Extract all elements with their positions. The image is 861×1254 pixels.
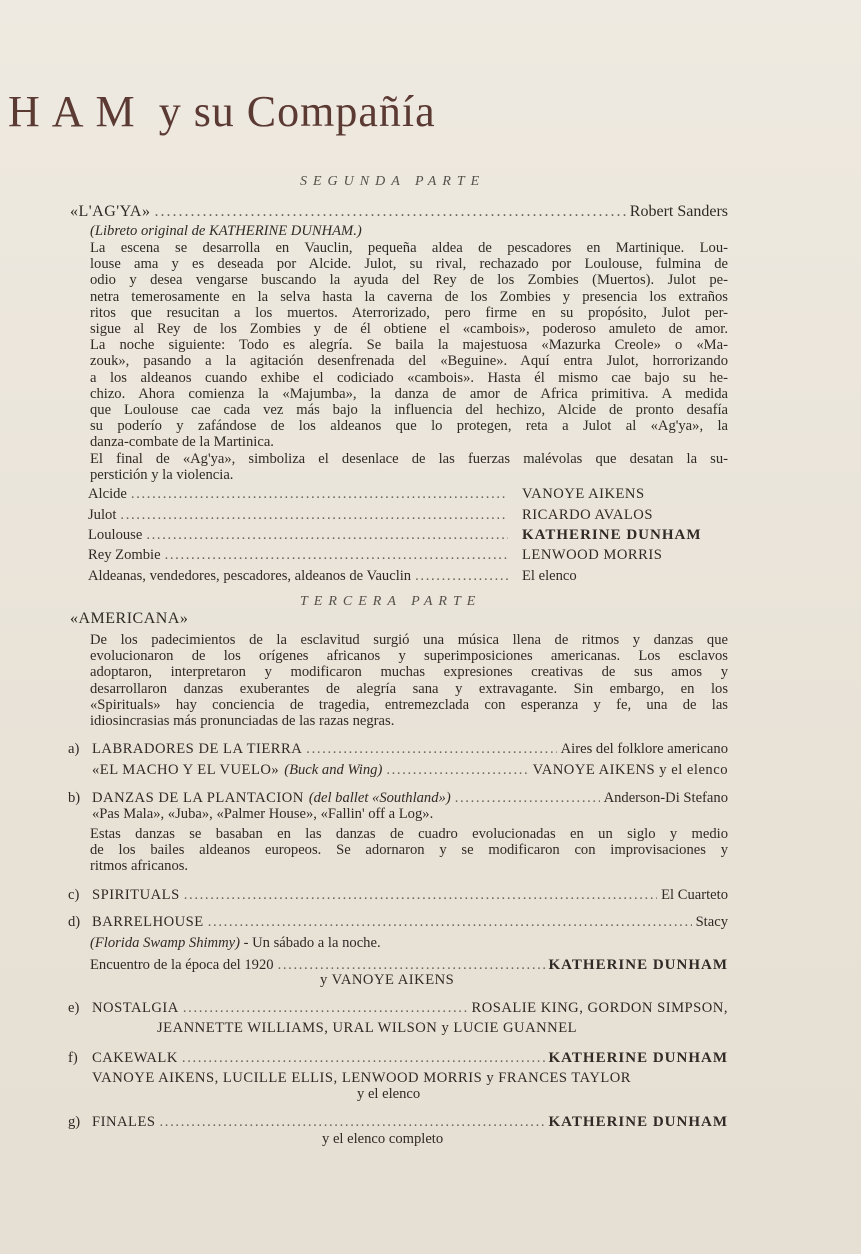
leader-dots — [184, 887, 657, 904]
item-d-row — [68, 914, 728, 931]
americana-title: «AMERICANA» — [70, 610, 189, 627]
desc-line: de los bailes aldeanos europeos. Se adornaron y se modificaron con improvisaciones y — [90, 842, 728, 859]
item-e-credit2: JEANNETTE WILLIAMS, URAL WILSON y LUCIE GUANNEL — [157, 1020, 578, 1036]
item-c-row — [68, 887, 728, 904]
final-line: El final de «Ag'ya», simboliza el desenlace de las fuerzas malévolas que desatan la su- — [90, 450, 728, 467]
leader-dots — [154, 203, 625, 221]
desc-line: ritmos africanos. — [90, 858, 189, 875]
item-sub-credit: VANOYE AIKENS y el elenco — [532, 762, 728, 778]
cast-row — [88, 486, 728, 503]
intro-line: adoptaron, interpretaron y modificaron muchas expresiones creativas de sus amos y — [90, 664, 728, 681]
cast-actor: LENWOOD MORRIS — [522, 547, 663, 563]
item-a-row — [68, 741, 728, 758]
synopsis-line: chizo. Ahora comienza la «Majumba», la danza de amor de Africa primitiva. A medida — [90, 385, 728, 402]
cast-row — [88, 507, 728, 524]
synopsis-line: netra temerosamente en la selva hasta la caverna de los Zombies y presencia los extraños — [90, 288, 728, 305]
item-credit: KATHERINE DUNHAM — [548, 1050, 728, 1066]
agya-title-row — [70, 203, 728, 221]
item-credit: Anderson-Di Stefano — [603, 790, 728, 806]
item-label: b) — [68, 790, 81, 806]
cast-row — [88, 527, 728, 544]
agya-synopsis — [90, 240, 728, 483]
item-name: SPIRITUALS — [92, 887, 180, 903]
item-credit: El Cuarteto — [661, 887, 728, 903]
page-title — [8, 86, 436, 137]
leader-dots — [146, 527, 508, 544]
item-credit: Aires del folklore americano — [560, 741, 728, 757]
americana-intro — [90, 632, 728, 729]
cast-actor: KATHERINE DUNHAM — [522, 527, 702, 543]
item-name: BARRELHOUSE — [92, 914, 204, 930]
leader-dots — [183, 1000, 468, 1017]
synopsis-line: ritos que resucitan a los muertos. Aterrorizado, pero firme en su propósito, Julot per- — [90, 304, 728, 321]
item-name: LABRADORES DE LA TIERRA — [92, 741, 303, 757]
item-name: NOSTALGIA — [92, 1000, 179, 1016]
cast-row — [88, 568, 728, 585]
leader-dots — [165, 547, 508, 564]
intro-line: «Spirituals» hay conciencia de tragedia, entremezclada con esperanza y fe, una de las — [90, 696, 728, 713]
leader-dots — [306, 741, 556, 758]
item-name: CAKEWALK — [92, 1050, 178, 1066]
item-label: e) — [68, 1000, 80, 1016]
final-line: perstición y la violencia. — [90, 466, 234, 483]
synopsis-line: La escena se desarrolla en Vauclin, pequeña aldea de pescadores en Martinique. Lou- — [90, 240, 728, 256]
item-d-note — [90, 935, 381, 952]
item-b-dances: «Pas Mala», «Juba», «Palmer House», «Fallin' off a Log». — [92, 806, 434, 822]
item-label: f) — [68, 1050, 78, 1066]
intro-line: De los padecimientos de la esclavitud surgió una música llena de ritmos y danzas que — [90, 632, 728, 648]
item-f-row — [68, 1050, 728, 1067]
leader-dots — [415, 568, 508, 585]
item-credit: KATHERINE DUNHAM — [548, 1114, 728, 1130]
item-sub-italic: (Buck and Wing) — [284, 762, 383, 778]
cast-role: Loulouse — [88, 527, 143, 543]
item-sub-credit: KATHERINE DUNHAM — [548, 957, 728, 973]
item-f-credit3: y el elenco — [357, 1086, 421, 1102]
cast-role: Alcide — [88, 486, 127, 502]
item-name: FINALES — [92, 1114, 156, 1130]
synopsis-line: su poderío y zafándose de los aldeanos que lo protegen, reta a Julot al «Ag'ya», la — [90, 418, 728, 435]
cast-role: Aldeanas, vendedores, pescadores, aldeanos de Vauclin — [88, 568, 412, 584]
item-g-row — [68, 1114, 728, 1131]
synopsis-line: louse ama y es deseada por Alcide. Julot, su rival, rechazado por Loulouse, fulmina de — [90, 256, 728, 273]
cast-row — [88, 547, 728, 564]
leader-dots — [131, 486, 508, 503]
synopsis-line: danza-combate de la Martinica. — [90, 434, 274, 451]
intro-line: idiosincrasias más pronunciadas de las razas negras. — [90, 713, 395, 730]
synopsis-line: a los aldeanos cuando exhibe el codiciado «cambois». Hasta él mismo cae bajo su he- — [90, 369, 728, 386]
synopsis-line: que Loulouse cae cada vez más bajo la influencia del hechizo, Alcide de pronto desafía — [90, 402, 728, 419]
cast-actor: VANOYE AIKENS — [522, 486, 645, 502]
intro-line: desarrollaron danzas exuberantes de alegría sana y extravagante. Sin embargo, en los — [90, 680, 728, 697]
leader-dots — [386, 762, 528, 779]
synopsis-line: sigue al Rey de los Zombies y de él obtiene el «cambois», poderoso amuleto de amor. — [90, 321, 728, 338]
cast-actor: RICARDO AVALOS — [522, 507, 653, 523]
cast-role: Julot — [88, 507, 117, 523]
item-d-sub-credit2: y VANOYE AIKENS — [320, 972, 455, 988]
desc-line: Estas danzas se basaban en las danzas de cuadro evolucionadas en un siglo y medio — [90, 826, 728, 842]
libretto-note: (Libreto original de KATHERINE DUNHAM.) — [90, 223, 362, 239]
item-label: c) — [68, 887, 80, 903]
item-label: a) — [68, 741, 80, 757]
cast-role: Rey Zombie — [88, 547, 161, 563]
synopsis-line: zouk», pasando a la agitación desenfrenada del «Beguine». Aquí entra Julot, horrorizando — [90, 353, 728, 370]
item-label: g) — [68, 1114, 81, 1130]
item-italic: (del ballet «Southland») — [308, 790, 451, 806]
item-label: d) — [68, 914, 81, 930]
item-italic: (Florida Swamp Shimmy) — [90, 935, 240, 951]
item-e-row — [68, 1000, 728, 1017]
item-credit: Stacy — [695, 914, 728, 930]
section-heading-segunda: SEGUNDA PARTE — [300, 174, 486, 189]
item-b-description — [90, 826, 728, 875]
item-b-row — [68, 790, 728, 807]
agya-title: «L'AG'YA» — [70, 203, 151, 220]
leader-dots — [120, 507, 508, 524]
title-ham: HAM — [8, 87, 147, 136]
item-g-credit2: y el elenco completo — [322, 1131, 444, 1147]
intro-line: evolucionaron de los orígenes africanos y superimposiciones americanas. Los esclavos — [90, 648, 728, 665]
item-sub-name: Encuentro de la época del 1920 — [90, 957, 274, 973]
item-a-sub-row — [92, 762, 728, 779]
synopsis-line: odio y desea vengarse buscando la ayuda del Rey de los Zombies (Muertos). Julot pe- — [90, 272, 728, 289]
cast-actor: El elenco — [522, 568, 577, 584]
agya-author: Robert Sanders — [629, 203, 728, 220]
item-sub-name: «EL MACHO Y EL VUELO» — [92, 762, 280, 778]
title-rest: y su Compañía — [158, 87, 436, 136]
leader-dots — [160, 1114, 545, 1131]
item-name: DANZAS DE LA PLANTACION — [92, 790, 304, 806]
item-f-credit2: VANOYE AIKENS, LUCILLE ELLIS, LENWOOD MORRIS y FRANCES TAYLOR — [92, 1070, 632, 1086]
leader-dots — [208, 914, 692, 931]
synopsis-line: La noche siguiente: Todo es alegría. Se baila la majestuosa «Mazurka Creole» o «Ma- — [90, 337, 728, 354]
section-heading-tercera: TERCERA PARTE — [300, 594, 482, 609]
leader-dots — [182, 1050, 545, 1067]
item-note: - Un sábado a la noche. — [239, 935, 381, 951]
leader-dots — [455, 790, 600, 807]
item-credit: ROSALIE KING, GORDON SIMPSON, — [471, 1000, 728, 1016]
